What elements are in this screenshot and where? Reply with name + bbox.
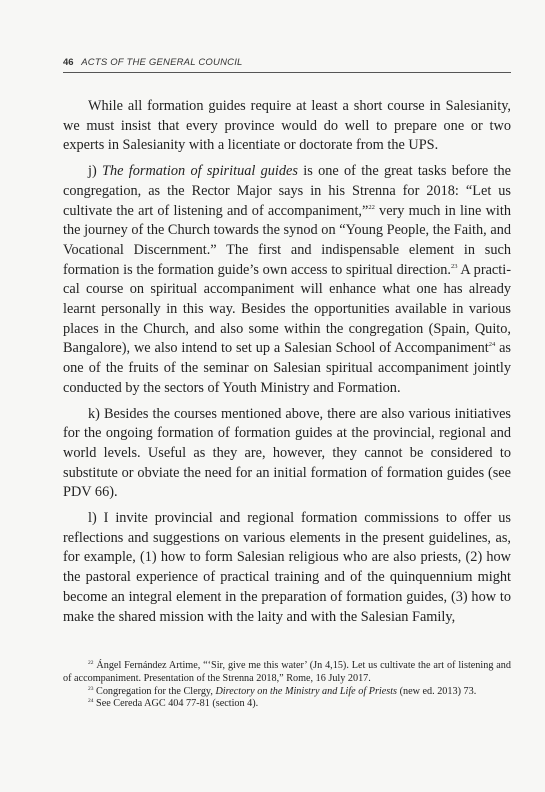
running-header [63,57,511,68]
footnote-ref-22[interactable]: 22 [368,203,375,211]
emphasis-spiritual-guides: The formation of spiritual guides [102,163,298,180]
text-segment: is one of the great tasks before the congregation, as the Rector Major says in his Strenna for 2018: “Let us cultivate the art of listening and of accompaniment,” [63,163,511,219]
paragraph-salesianity: While all formation guides require at least a short course in Salesianity, we must insist that every province would do well to prepare one or two experts in Salesianity with a licentiate or doctorate from the UPS. [63,98,511,154]
page-number: 46 [63,57,74,68]
footnote-24 [63,698,511,711]
footnote-text: (new ed. 2013) 73. [397,685,477,697]
text-segment: A practical course on spiritual accompaniment will enhance what one has already learnt personally in this way. Besides the opportunities available in various places in the Church, and also some within the congregation (Spain, Quito, Bangalore), we also intend to set up a Salesian School of Accompaniment [63,261,511,357]
text-segment: very much in line with the journey of the Church towards the synod on “Young People, the Faith, and Vocational Discernment.” The first and indispensable element in such formation is the formation guide’s own access to spiritual direction. [63,202,512,278]
footnote-text: Ángel Fernández Artime, “‘Sir, give me this water’ (Jn 4,15). Let us cultivate the art of listening and of accompaniment. Presentation of the Strenna 2018,” Rome, 16 July 2017. [63,660,511,684]
footnotes [63,660,511,711]
text-segment: as one of the fruits of the seminar on Salesian spiritual accompaniment jointly conducted by the sectors of Youth Ministry and Formation. [63,340,511,396]
footnote-23 [63,686,511,699]
paragraph-invitation: l) I invite provincial and regional formation commissions to offer us reflections and suggestions on various elements in the present guidelines, as, for example, (1) how to form Salesian religious who are also priests, (2) how the pastoral experience of practical training and of the quinquennium might become an integral element in the preparation of formation guides, (3) how to make the shared mission with the laity and with the Salesian Family, [63,510,511,625]
footnote-text: Congregation for the Clergy, [96,685,216,697]
footnote-title: Directory on the Ministry and Life of Priests [215,685,398,697]
running-title: ACTS OF THE GENERAL COUNCIL [81,57,243,68]
footnote-number: 23 [88,685,94,692]
header-rule [63,72,511,73]
paragraph-ongoing-formation: k) Besides the courses mentioned above, there are also various initiatives for the ongoing formation of formation guides at the provincial, regional and world levels. Useful as they are, however, they cannot be considered to substitute or obviate the need for an initial formation of formation guides (see PDV 66). [63,405,511,501]
body-text [63,97,511,633]
footnote-ref-24[interactable]: 24 [488,341,496,349]
footnote-number: 24 [88,698,94,705]
footnote-text: See Cereda AGC 404 77-81 (section 4). [96,698,259,710]
footnote-22 [63,660,511,686]
paragraph-spiritual-guides [63,162,511,398]
footnote-number: 22 [88,660,94,666]
footnote-ref-23[interactable]: 23 [451,262,458,270]
item-label-j: j) [88,163,97,180]
